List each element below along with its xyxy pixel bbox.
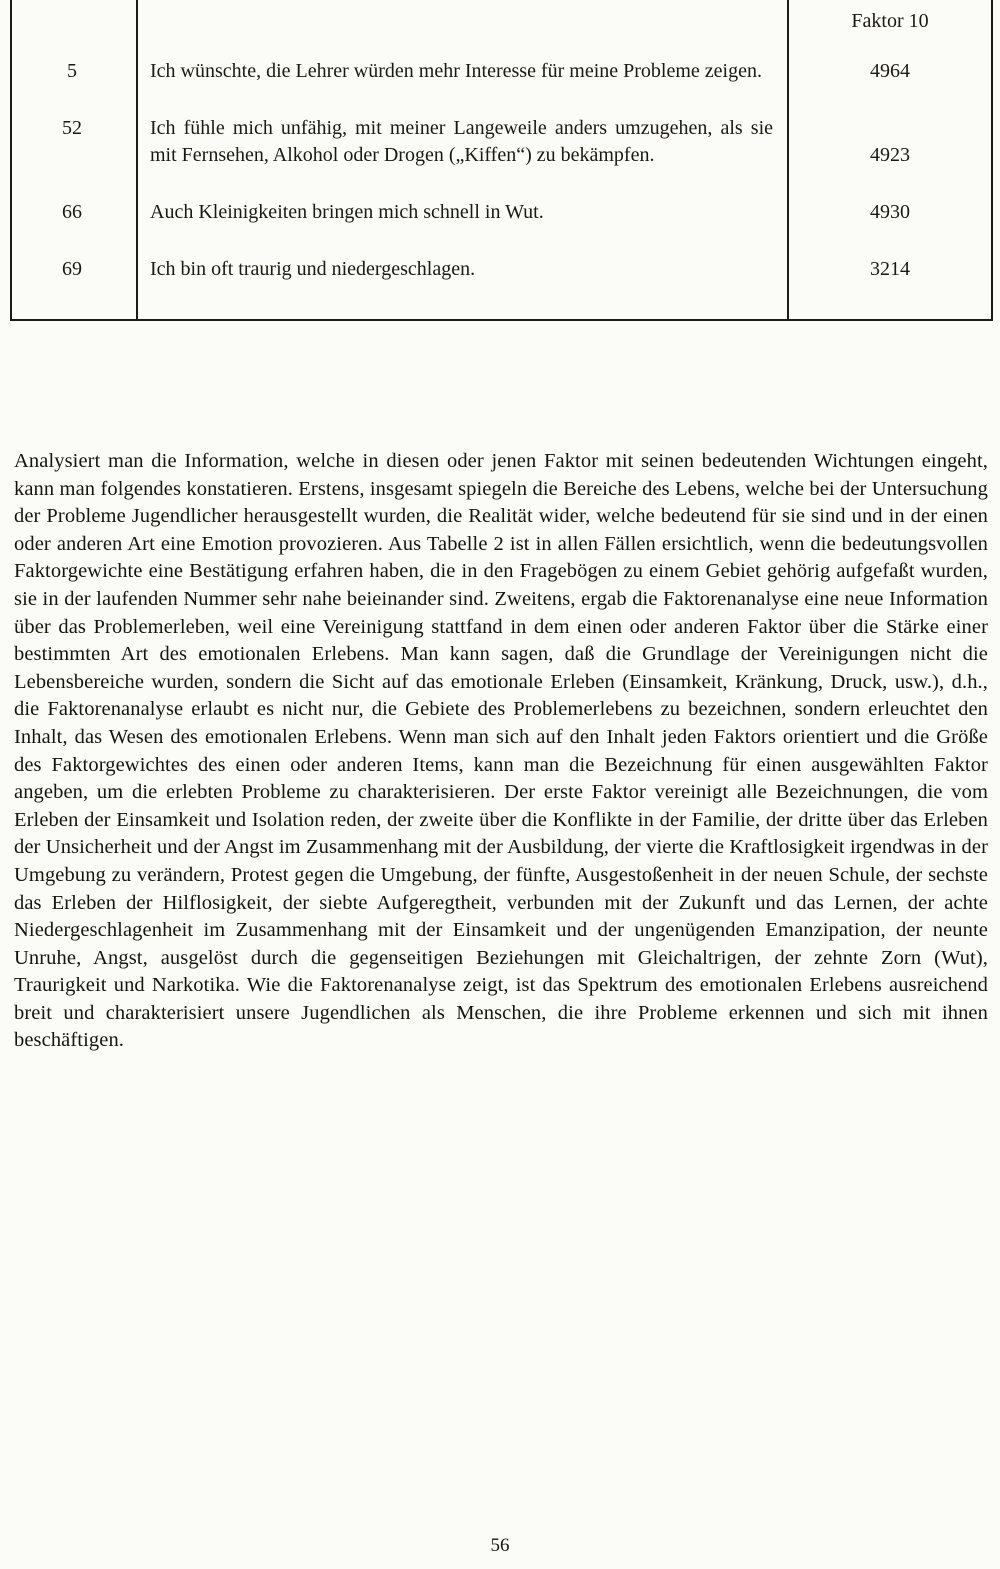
factor-value-cell: 3214	[870, 258, 910, 280]
item-number-cell: 5	[12, 58, 138, 115]
item-text-cell: Ich wünschte, die Lehrer würden mehr Interesse für meine Probleme zeigen.	[138, 58, 789, 115]
factor-column-header: Faktor 10	[851, 10, 929, 32]
item-text-cell: Ich bin oft traurig und niedergeschlagen.	[138, 256, 789, 319]
body-paragraph: Analysiert man die Information, welche in diesen oder jenen Faktor mit seinen bedeutenden Wichtungen eingeht, kann man folgendes konstatieren. Erstens, insgesamt spiegeln die Bereiche des Lebens, welche bei der Untersuchung der Probleme Jugendlicher herausgestellt wurden, die Realität wider, welche bedeutend für sie sind und in der einen oder anderen Art eine Emotion provozieren. Aus Tabelle 2 ist in allen Fällen ersichtlich, wenn die bedeutungsvollen Faktorgewichte eine Bestätigung erfahren haben, die in den Fragebögen zu einem Gebiet gehörig aufgefaßt wurden, sie in der laufenden Nummer sehr nahe beieinander sind. Zweitens, ergab die Faktorenanalyse eine neue Information über das Problemerleben, weil eine Vereinigung stattfand in dem einen oder anderen Faktor über die Stärke einer bestimmten Art des emotionalen Erlebens. Man kann sagen, daß die Grundlage der Vereinigungen nicht die Lebensbereiche wurden, sondern die Sicht auf das emotionale Erleben (Einsamkeit, Kränkung, Druck, usw.), d.h., die Faktorenanalyse erlaubt es nicht nur, die Gebiete des Problemerlebens zu bezeichnen, sondern erleuchtet den Inhalt, das Wesen des emotionalen Erlebens. Wenn man sich auf den Inhalt jeden Faktors orientiert und die Größe des Faktorgewichtes des einen oder anderen Items, kann man die Bezeichnung für einen ausgewählten Faktor angeben, um die erlebten Probleme zu charakterisieren. Der erste Faktor vereinigt alle Bezeichnungen, die vom Erleben der Einsamkeit und Isolation reden, der zweite über die Konflikte in der Familie, der dritte über das Erleben der Unsicherheit und der Angst im Zusammenhang mit der Ausbildung, der vierte die Kraftlosigkeit irgendwas in der Umgebung zu verändern, Protest gegen die Umgebung, der fünfte, Ausgestoßenheit in der neuen Schule, der sechste das Erleben der Hilflosigkeit, der siebte Aufgeregtheit, verbunden mit der Zukunft und das Lernen, der achte Niedergeschlagenheit im Zusammenhang mit der Einsamkeit und der ungenügenden Emanzipation, der neunte Unruhe, Angst, ausgelöst durch die gegenseitigen Beziehungen mit Gleichaltrigen, der zehnte Zorn (Wut), Traurigkeit und Narkotika. Wie die Faktorenanalyse zeigt, ist das Spektrum des emotionalen Erlebens ausreichend breit und charakterisiert unsere Jugendlichen als Menschen, die ihre Probleme erkennen und sich mit ihnen beschäftigen.	[14, 450, 988, 1052]
page-number: 56	[490, 1535, 510, 1556]
item-number-cell: 52	[12, 115, 138, 199]
factor-value-cell: 4930	[870, 201, 910, 223]
item-text-header-cell	[138, 0, 789, 58]
item-text-cell: Ich fühle mich unfähig, mit meiner Langeweile anders umzugehen, als sie mit Fernsehen, Alkohol oder Drogen („Kiffen“) zu bekämpfen.	[138, 115, 789, 199]
factor-value-cell: 4964	[870, 60, 910, 82]
item-number-cell: 66	[12, 199, 138, 256]
factor-table	[10, 0, 993, 321]
item-number-header-cell	[12, 0, 138, 58]
table-row	[12, 256, 991, 319]
factor-value-cell: 4923	[870, 144, 910, 166]
item-number-cell: 69	[12, 256, 138, 319]
table-row	[12, 115, 991, 199]
table-row	[12, 199, 991, 256]
table-row	[12, 58, 991, 115]
item-text-cell: Auch Kleinigkeiten bringen mich schnell in Wut.	[138, 199, 789, 256]
table-header-row	[12, 0, 991, 58]
